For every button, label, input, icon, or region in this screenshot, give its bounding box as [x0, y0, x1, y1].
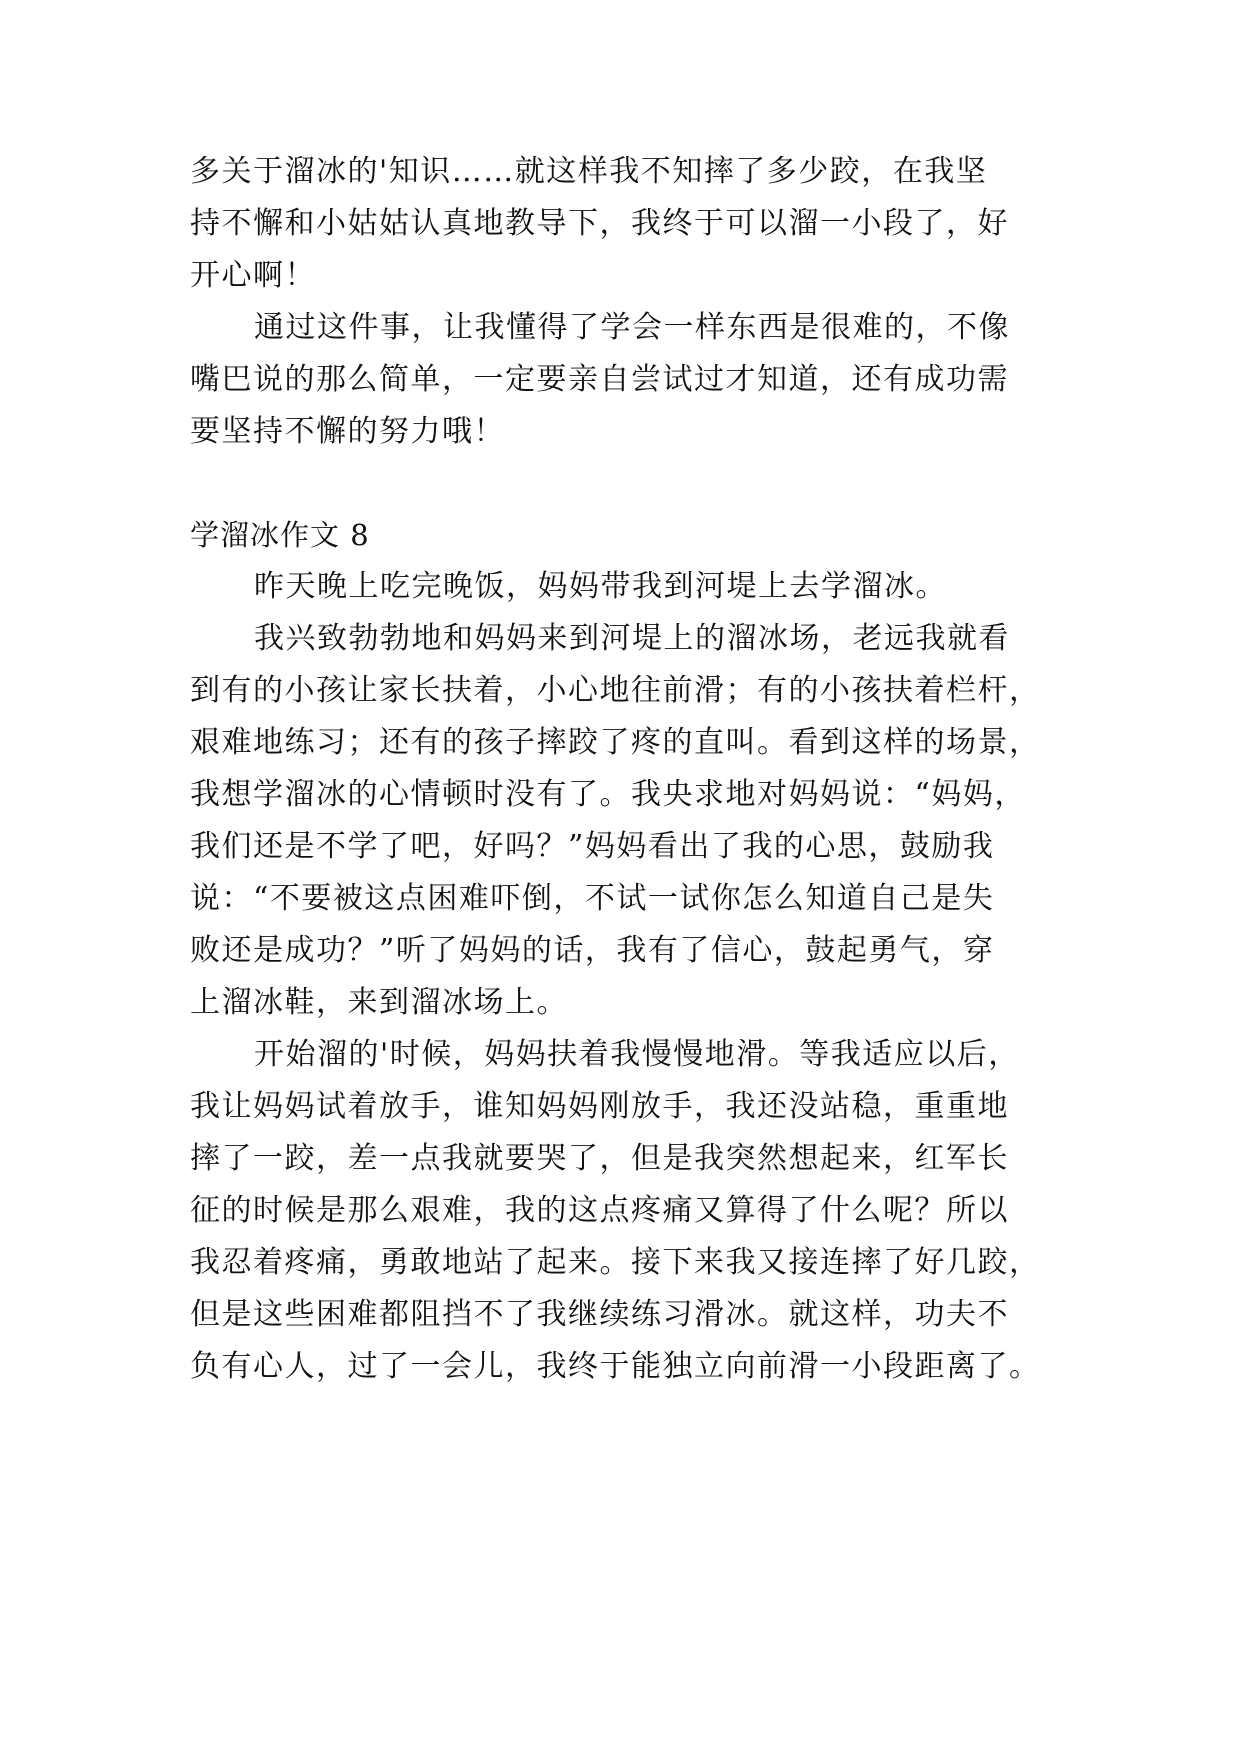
text-line: 到有的小孩让家长扶着，小心地往前滑；有的小孩扶着栏杆， — [190, 673, 1041, 708]
text-line: 昨天晚上吃完晚饭，妈妈带我到河堤上去学溜冰。 — [254, 569, 947, 604]
text-line: 嘴巴说的那么简单，一定要亲自尝试过才知道，还有成功需 — [190, 362, 1009, 397]
text-line: 摔了一跤，差一点我就要哭了，但是我突然想起来，红军长 — [190, 1141, 1009, 1176]
text-line: 开心啊！ — [190, 258, 316, 293]
text-line: 我想学溜冰的心情顿时没有了。我央求地对妈妈说：“妈妈， — [190, 777, 1026, 812]
text-line: 说：“不要被这点困难吓倒，不试一试你怎么知道自己是失 — [190, 881, 995, 916]
text-line: 但是这些困难都阻挡不了我继续练习滑冰。就这样，功夫不 — [190, 1297, 1009, 1332]
section-title: 学溜冰作文 8 — [190, 518, 370, 552]
text-line: 通过这件事，让我懂得了学会一样东西是很难的，不像 — [254, 310, 1010, 345]
text-line: 艰难地练习；还有的孩子摔跤了疼的直叫。看到这样的场景， — [190, 725, 1041, 760]
text-line: 多关于溜冰的'知识……就这样我不知摔了多少跤，在我坚 — [190, 154, 988, 189]
text-line: 败还是成功？”听了妈妈的话，我有了信心，鼓起勇气，穿 — [190, 933, 995, 968]
text-line: 上溜冰鞋，来到溜冰场上。 — [190, 985, 568, 1020]
text-line: 持不懈和小姑姑认真地教导下，我终于可以溜一小段了，好 — [190, 206, 1009, 241]
text-line: 我们还是不学了吧，好吗？”妈妈看出了我的心思，鼓励我 — [190, 829, 995, 864]
text-line: 我忍着疼痛，勇敢地站了起来。接下来我又接连摔了好几跤， — [190, 1245, 1041, 1280]
text-line: 要坚持不懈的努力哦！ — [190, 414, 505, 449]
text-line: 我兴致勃勃地和妈妈来到河堤上的溜冰场，老远我就看 — [254, 621, 1010, 656]
text-line: 负有心人，过了一会儿，我终于能独立向前滑一小段距离了。 — [190, 1349, 1041, 1384]
text-line: 征的时候是那么艰难，我的这点疼痛又算得了什么呢？所以 — [190, 1193, 1009, 1228]
text-line: 开始溜的'时候，妈妈扶着我慢慢地滑。等我适应以后， — [254, 1037, 1020, 1072]
text-line: 我让妈妈试着放手，谁知妈妈刚放手，我还没站稳，重重地 — [190, 1089, 1009, 1124]
